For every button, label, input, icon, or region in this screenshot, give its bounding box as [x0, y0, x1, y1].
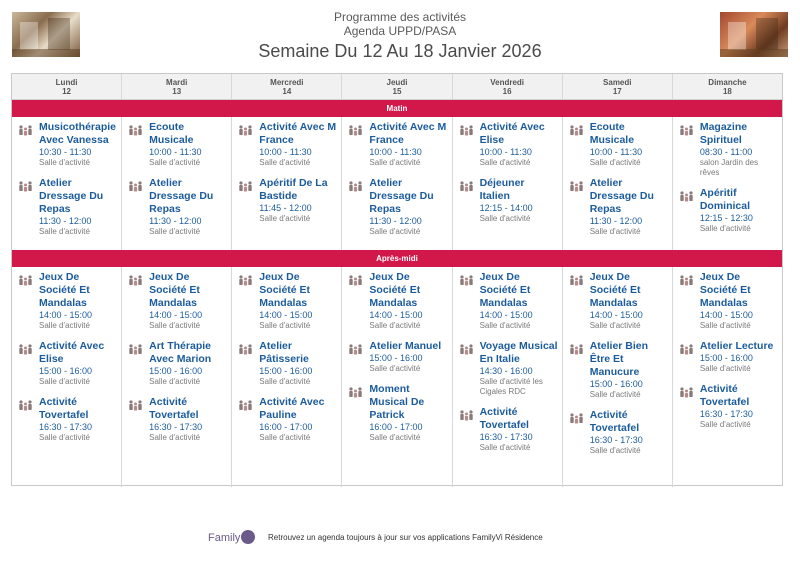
activity-time: 10:00 - 11:30 [589, 147, 643, 157]
activity-place: Salle d'activité [369, 158, 421, 167]
activity-title: Déjeuner Italien [479, 177, 525, 202]
page-header [0, 10, 800, 62]
activity-time: 10:00 - 11:30 [259, 147, 312, 157]
morning-row [12, 117, 782, 250]
activity-item[interactable] [16, 177, 117, 237]
people-icon [569, 273, 584, 284]
activity-place: Salle d'activité [369, 321, 421, 330]
people-icon [238, 179, 253, 190]
activity-time: 15:00 - 16:00 [699, 353, 753, 363]
activity-title: Activité Avec Pauline [259, 396, 325, 421]
activity-title: Jeux De Société Et Mandalas [369, 271, 421, 309]
activity-place: Salle d'activité [589, 158, 641, 167]
activity-item[interactable] [567, 121, 668, 168]
activity-title: Jeux De Société Et Mandalas [149, 271, 200, 309]
activity-time: 14:00 - 15:00 [39, 310, 93, 320]
activity-place: Salle d'activité [699, 321, 751, 330]
activity-item[interactable] [126, 271, 227, 331]
activity-title: Apéritif De La Bastide [259, 177, 328, 202]
activity-place: Salle d'activité [699, 420, 751, 429]
activity-time: 14:00 - 15:00 [369, 310, 423, 320]
people-icon [128, 273, 143, 284]
activity-title: Atelier Pâtisserie [259, 340, 309, 365]
day-column [452, 117, 562, 250]
activity-place: Salle d'activité [259, 158, 311, 167]
people-icon [238, 342, 253, 353]
people-icon [569, 342, 584, 353]
people-icon [459, 408, 474, 419]
people-icon [348, 273, 363, 284]
activity-item[interactable] [236, 121, 337, 168]
activity-time: 15:00 - 16:00 [149, 366, 203, 376]
day-column [562, 267, 672, 487]
activity-title: Musicothérapie Avec Vanessa [39, 121, 117, 146]
activity-title: Atelier Bien Être Et Manucure [589, 340, 649, 378]
activity-time: 15:00 - 16:00 [369, 353, 423, 363]
activity-title: Atelier Lecture [699, 340, 774, 352]
activity-item[interactable] [126, 396, 227, 443]
people-icon [348, 342, 363, 353]
week-title: Semaine Du 12 Au 18 Janvier 2026 [258, 41, 542, 61]
people-icon [459, 273, 474, 284]
day-column [452, 267, 562, 487]
activity-title: Apéritif Dominical [699, 187, 751, 212]
activity-title: Ecoute Musicale [149, 121, 194, 146]
activity-place: Salle d'activité les Cigales RDC [479, 377, 543, 396]
activity-title: Atelier Dressage Du Repas [589, 177, 654, 215]
activity-item[interactable] [346, 383, 447, 443]
activity-title: Activité Tovertafel [479, 406, 529, 431]
header-title: Programme des activités [333, 10, 467, 24]
activity-time: 10:00 - 11:30 [149, 147, 202, 157]
activity-item[interactable] [126, 121, 227, 168]
day-header: Dimanche 18 [672, 74, 782, 99]
activity-time: 16:30 - 17:30 [149, 422, 203, 432]
activity-title: Atelier Dressage Du Repas [39, 177, 104, 215]
activity-title: Activité Tovertafel [39, 396, 89, 421]
activity-place: Salle d'activité [369, 227, 421, 236]
weekly-calendar [11, 73, 783, 486]
people-icon [679, 273, 694, 284]
activity-item[interactable] [346, 340, 447, 374]
logo-mark-icon [241, 530, 255, 544]
people-icon [128, 342, 143, 353]
activity-item[interactable] [567, 409, 668, 456]
activity-place: Salle d'activité [589, 390, 641, 399]
activity-time: 10:00 - 11:30 [369, 147, 422, 157]
day-column [121, 267, 231, 487]
people-icon [569, 123, 584, 134]
day-header: Mardi 13 [121, 74, 231, 99]
activity-item[interactable] [677, 340, 778, 374]
day-header: Jeudi 15 [341, 74, 451, 99]
activity-time: 12:15 - 12:30 [699, 213, 753, 223]
people-icon [679, 342, 694, 353]
activity-time: 16:00 - 17:00 [369, 422, 423, 432]
activity-time: 14:00 - 15:00 [589, 310, 643, 320]
activity-place: Salle d'activité [479, 321, 531, 330]
activity-place: Salle d'activité [39, 158, 90, 167]
day-column [672, 117, 782, 250]
activity-place: Salle d'activité [369, 364, 421, 373]
activity-title: Jeux De Société Et Mandalas [259, 271, 311, 309]
activity-title: Activité Tovertafel [149, 396, 199, 421]
day-header: Vendredi 16 [452, 74, 562, 99]
people-icon [18, 123, 33, 134]
activity-time: 11:45 - 12:00 [259, 203, 312, 213]
activity-place: Salle d'activité [259, 433, 311, 442]
activity-title: Jeux De Société Et Mandalas [699, 271, 751, 309]
activity-time: 15:00 - 16:00 [259, 366, 313, 376]
activity-place: Salle d'activité [589, 227, 641, 236]
activity-item[interactable] [16, 271, 117, 331]
activity-time: 10:30 - 11:30 [39, 147, 92, 157]
activity-time: 16:30 - 17:30 [479, 432, 533, 442]
people-icon [18, 179, 33, 190]
activity-item[interactable] [567, 177, 668, 237]
activity-item[interactable] [16, 340, 117, 387]
activity-item[interactable] [677, 383, 778, 430]
activity-item[interactable] [16, 121, 117, 168]
activity-item[interactable] [236, 340, 337, 387]
activity-place: Salle d'activité [479, 158, 531, 167]
activity-title: Ecoute Musicale [589, 121, 635, 146]
activity-time: 08:30 - 11:00 [699, 147, 753, 157]
activity-item[interactable] [457, 177, 558, 224]
people-icon [348, 123, 363, 134]
people-icon [679, 189, 694, 200]
day-column [562, 117, 672, 250]
activity-item[interactable] [457, 121, 558, 168]
day-header: Lundi 12 [55, 78, 78, 96]
day-column [121, 117, 231, 250]
activity-time: 15:00 - 16:00 [39, 366, 93, 376]
day-column [341, 117, 451, 250]
activity-place: Salle d'activité [149, 227, 201, 236]
day-column [341, 267, 451, 487]
activity-place: Salle d'activité [369, 433, 421, 442]
activity-item[interactable] [567, 340, 668, 400]
activity-item[interactable] [346, 177, 447, 237]
activity-time: 11:30 - 12:00 [149, 216, 202, 226]
activity-time: 16:30 - 17:30 [699, 409, 753, 419]
footer [0, 528, 800, 548]
activity-item[interactable] [346, 271, 447, 331]
section-afternoon: Après-midi [12, 250, 782, 267]
afternoon-row [12, 267, 782, 487]
section-morning: Matin [12, 100, 782, 117]
activity-place: Salle d'activité [259, 321, 311, 330]
activity-title: Atelier Manuel [369, 340, 442, 352]
people-icon [679, 385, 694, 396]
activity-time: 14:00 - 15:00 [479, 310, 533, 320]
people-icon [348, 385, 363, 396]
activity-time: 12:15 - 14:00 [479, 203, 533, 213]
activity-item[interactable] [126, 177, 227, 237]
people-icon [569, 411, 584, 422]
activity-item[interactable] [346, 121, 447, 168]
activity-item[interactable] [567, 271, 668, 331]
activity-title: Activité Tovertafel [699, 383, 750, 408]
activity-item[interactable] [677, 187, 778, 234]
activity-title: Art Thérapie Avec Marion [149, 340, 212, 365]
people-icon [348, 179, 363, 190]
activity-place: Salle d'activité [149, 433, 201, 442]
activity-title: Activité Tovertafel [589, 409, 640, 434]
people-icon [128, 123, 143, 134]
activity-title: Atelier Dressage Du Repas [149, 177, 214, 215]
activity-place: Salle d'activité [699, 224, 751, 233]
activity-item[interactable] [677, 271, 778, 331]
activity-place: Salle d'activité [589, 446, 641, 455]
activity-title: Activité Avec Elise [479, 121, 545, 146]
people-icon [238, 123, 253, 134]
activity-time: 14:00 - 15:00 [149, 310, 203, 320]
activity-item[interactable] [677, 121, 778, 178]
people-icon [238, 273, 253, 284]
activity-item[interactable] [236, 396, 337, 443]
day-column [672, 267, 782, 487]
activity-place: Salle d'activité [149, 321, 201, 330]
activity-item[interactable] [16, 396, 117, 443]
activity-title: Jeux De Société Et Mandalas [39, 271, 90, 309]
activity-place: Salle d'activité [589, 321, 641, 330]
people-icon [459, 179, 474, 190]
people-icon [128, 179, 143, 190]
familyvi-logo: Family [208, 530, 255, 544]
activity-time: 14:00 - 15:00 [259, 310, 313, 320]
people-icon [18, 342, 33, 353]
activity-title: Voyage Musical En Italie [479, 340, 558, 365]
day-column [12, 267, 121, 487]
day-column [231, 267, 341, 487]
activity-title: Jeux De Société Et Mandalas [479, 271, 531, 309]
people-icon [18, 273, 33, 284]
day-column [231, 117, 341, 250]
activity-time: 16:30 - 17:30 [39, 422, 93, 432]
activity-time: 14:00 - 15:00 [699, 310, 753, 320]
activity-place: Salle d'activité [39, 433, 90, 442]
activity-title: Activité Avec Elise [39, 340, 105, 365]
activity-place: salon Jardin des rêves [699, 158, 759, 177]
people-icon [238, 398, 253, 409]
activity-time: 16:00 - 17:00 [259, 422, 313, 432]
activity-place: Salle d'activité [149, 377, 201, 386]
activity-time: 11:30 - 12:00 [369, 216, 422, 226]
activity-place: Salle d'activité [479, 214, 531, 223]
people-icon [128, 398, 143, 409]
activity-title: Magazine Spirituel [699, 121, 748, 146]
activity-time: 14:30 - 16:00 [479, 366, 533, 376]
activity-title: Atelier Dressage Du Repas [369, 177, 434, 215]
activity-item[interactable] [457, 406, 558, 453]
header-subtitle: Agenda UPPD/PASA [343, 24, 457, 38]
activity-place: Salle d'activité [259, 377, 311, 386]
activity-item[interactable] [457, 271, 558, 331]
activity-place: Salle d'activité [699, 364, 751, 373]
people-icon [459, 123, 474, 134]
activity-item[interactable] [236, 177, 337, 224]
activity-time: 11:30 - 12:00 [589, 216, 643, 226]
footer-text: Retrouvez un agenda toujours à jour sur vos applications FamilyVi Résidence [268, 533, 543, 542]
activity-item[interactable] [126, 340, 227, 387]
activity-place: Salle d'activité [39, 321, 90, 330]
activity-title: Jeux De Société Et Mandalas [589, 271, 641, 309]
activity-time: 16:30 - 17:30 [589, 435, 643, 445]
activity-title: Activité Avec M France [369, 121, 447, 146]
day-column [12, 117, 121, 250]
activity-item[interactable] [236, 271, 337, 331]
day-header: Mercredi 14 [231, 74, 341, 99]
activity-title: Moment Musical De Patrick [369, 383, 425, 421]
day-header: Samedi 17 [562, 74, 672, 99]
activity-place: Salle d'activité [149, 158, 201, 167]
activity-time: 11:30 - 12:00 [39, 216, 92, 226]
people-icon [459, 342, 474, 353]
activity-place: Salle d'activité [39, 227, 90, 236]
activity-time: 15:00 - 16:00 [589, 379, 643, 389]
people-icon [18, 398, 33, 409]
activity-time: 10:00 - 11:30 [479, 147, 532, 157]
activity-place: Salle d'activité [259, 214, 311, 223]
activity-place: Salle d'activité [39, 377, 90, 386]
day-header-row [12, 74, 782, 100]
activity-item[interactable] [457, 340, 558, 397]
people-icon [569, 179, 584, 190]
activity-title: Activité Avec M France [259, 121, 337, 146]
people-icon [679, 123, 694, 134]
activity-place: Salle d'activité [479, 443, 531, 452]
